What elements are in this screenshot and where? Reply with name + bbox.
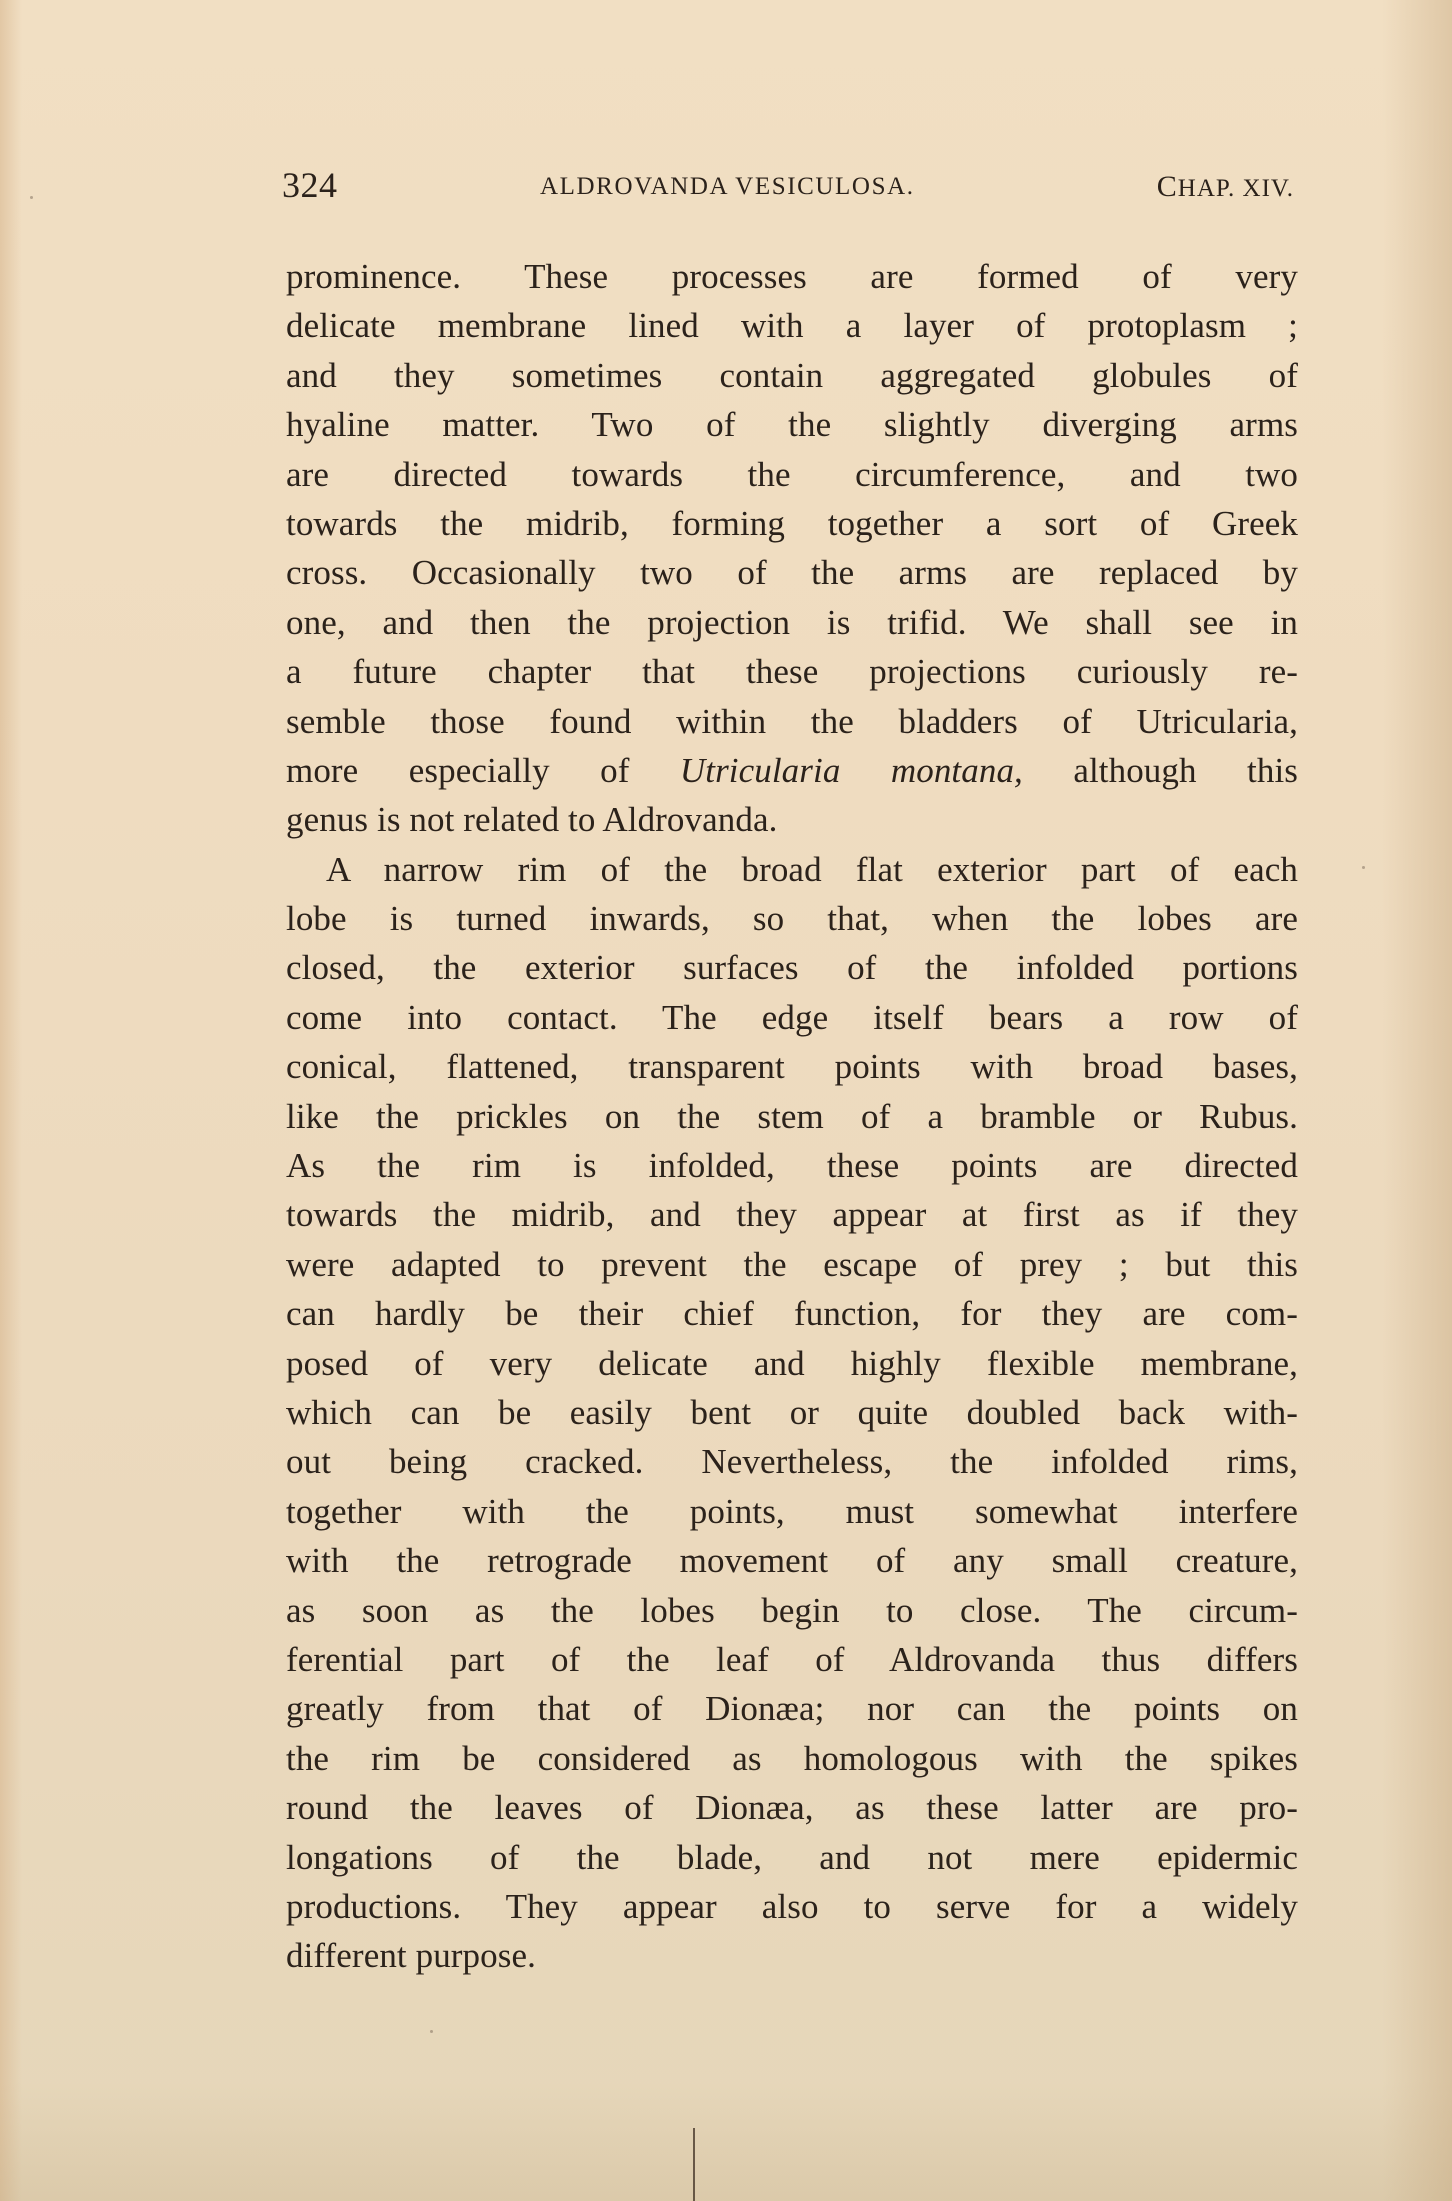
text-line: together with the points, must somewhat interfere (286, 1491, 1298, 1531)
text-line: were adapted to prevent the escape of prey ; but this (286, 1244, 1298, 1284)
text-line: come into contact. The edge itself bears a row of (286, 997, 1298, 1037)
paper-speck (430, 2030, 433, 2033)
chapter-prefix-initial: C (1156, 170, 1178, 203)
running-title: ALDROVANDA VESICULOSA. (540, 173, 915, 200)
chapter-label (1157, 164, 1294, 212)
text-line: different purpose. (286, 1936, 536, 1976)
paper-crease-mark (693, 2128, 695, 2201)
text-line: like the prickles on the stem of a bramble or Rubus. (286, 1096, 1298, 1136)
paragraph-1 (286, 252, 1298, 845)
text-line: out being cracked. Nevertheless, the infolded rims, (286, 1442, 1298, 1482)
text-line: greatly from that of Dionæa; nor can the points on (286, 1689, 1298, 1729)
text-line: one, and then the projection is trifid. We shall see in (286, 602, 1298, 642)
text-line: delicate membrane lined with a layer of protoplasm ; (286, 306, 1298, 346)
text-line: hyaline matter. Two of the slightly diverging arms (286, 405, 1298, 445)
text-line: conical, flattened, transparent points with broad bases, (286, 1047, 1298, 1087)
text-line: genus is not related to Aldrovanda. (286, 800, 778, 840)
text-line: prominence. These processes are formed of very (286, 257, 1298, 296)
text-line: round the leaves of Dionæa, as these latter are pro- (286, 1788, 1298, 1828)
page-edge-shadow-right (1382, 0, 1452, 2201)
text-line: towards the midrib, and they appear at first as if they (286, 1195, 1298, 1235)
text-line: semble those found within the bladders of Utricularia, (286, 701, 1298, 741)
text-line: closed, the exterior surfaces of the infolded portions (286, 948, 1298, 988)
text-line: posed of very delicate and highly flexible membrane, (286, 1343, 1298, 1383)
text-line: towards the midrib, forming together a sort of Greek (286, 503, 1298, 543)
text-line: can hardly be their chief function, for they are com- (286, 1294, 1298, 1334)
chapter-number: XIV. (1242, 175, 1294, 202)
text-line: productions. They appear also to serve for a widely (286, 1886, 1298, 1926)
text-line: lobe is turned inwards, so that, when the lobes are (286, 899, 1298, 939)
page-number: 324 (282, 165, 338, 205)
text-line: with the retrograde movement of any small creature, (286, 1541, 1298, 1581)
text-line: which can be easily bent or quite doubled back with- (286, 1392, 1298, 1432)
text-line: a future chapter that these projections curiously re- (286, 652, 1298, 692)
running-head (282, 162, 1294, 208)
text-line: As the rim is infolded, these points are directed (286, 1146, 1298, 1186)
text-line: are directed towards the circumference, and two (286, 454, 1298, 494)
page-edge-shadow-bottom (0, 2081, 1452, 2201)
body-text (286, 252, 1298, 1981)
chapter-prefix-rest: HAP. (1177, 175, 1236, 202)
text-line: as soon as the lobes begin to close. The circum- (286, 1590, 1298, 1630)
text-line: the rim be considered as homologous with the spikes (286, 1738, 1298, 1778)
page-edge-shadow-left (0, 0, 22, 2201)
text-line: and they sometimes contain aggregated globules of (286, 355, 1298, 395)
paper-speck (1362, 866, 1365, 869)
text-line: A narrow rim of the broad flat exterior part of each (326, 849, 1298, 889)
text-line: ferential part of the leaf of Aldrovanda thus differs (286, 1639, 1298, 1679)
text-segment: more especially of (286, 750, 680, 790)
text-line: cross. Occasionally two of the arms are replaced by (286, 553, 1298, 593)
paper-speck (30, 196, 33, 199)
species-name-italic: Utricularia montana, (679, 750, 1023, 790)
text-line: longations of the blade, and not mere epidermic (286, 1837, 1298, 1877)
text-segment: although this (1022, 750, 1299, 790)
paragraph-2 (286, 845, 1298, 1981)
text-line-with-italic (286, 746, 1298, 795)
